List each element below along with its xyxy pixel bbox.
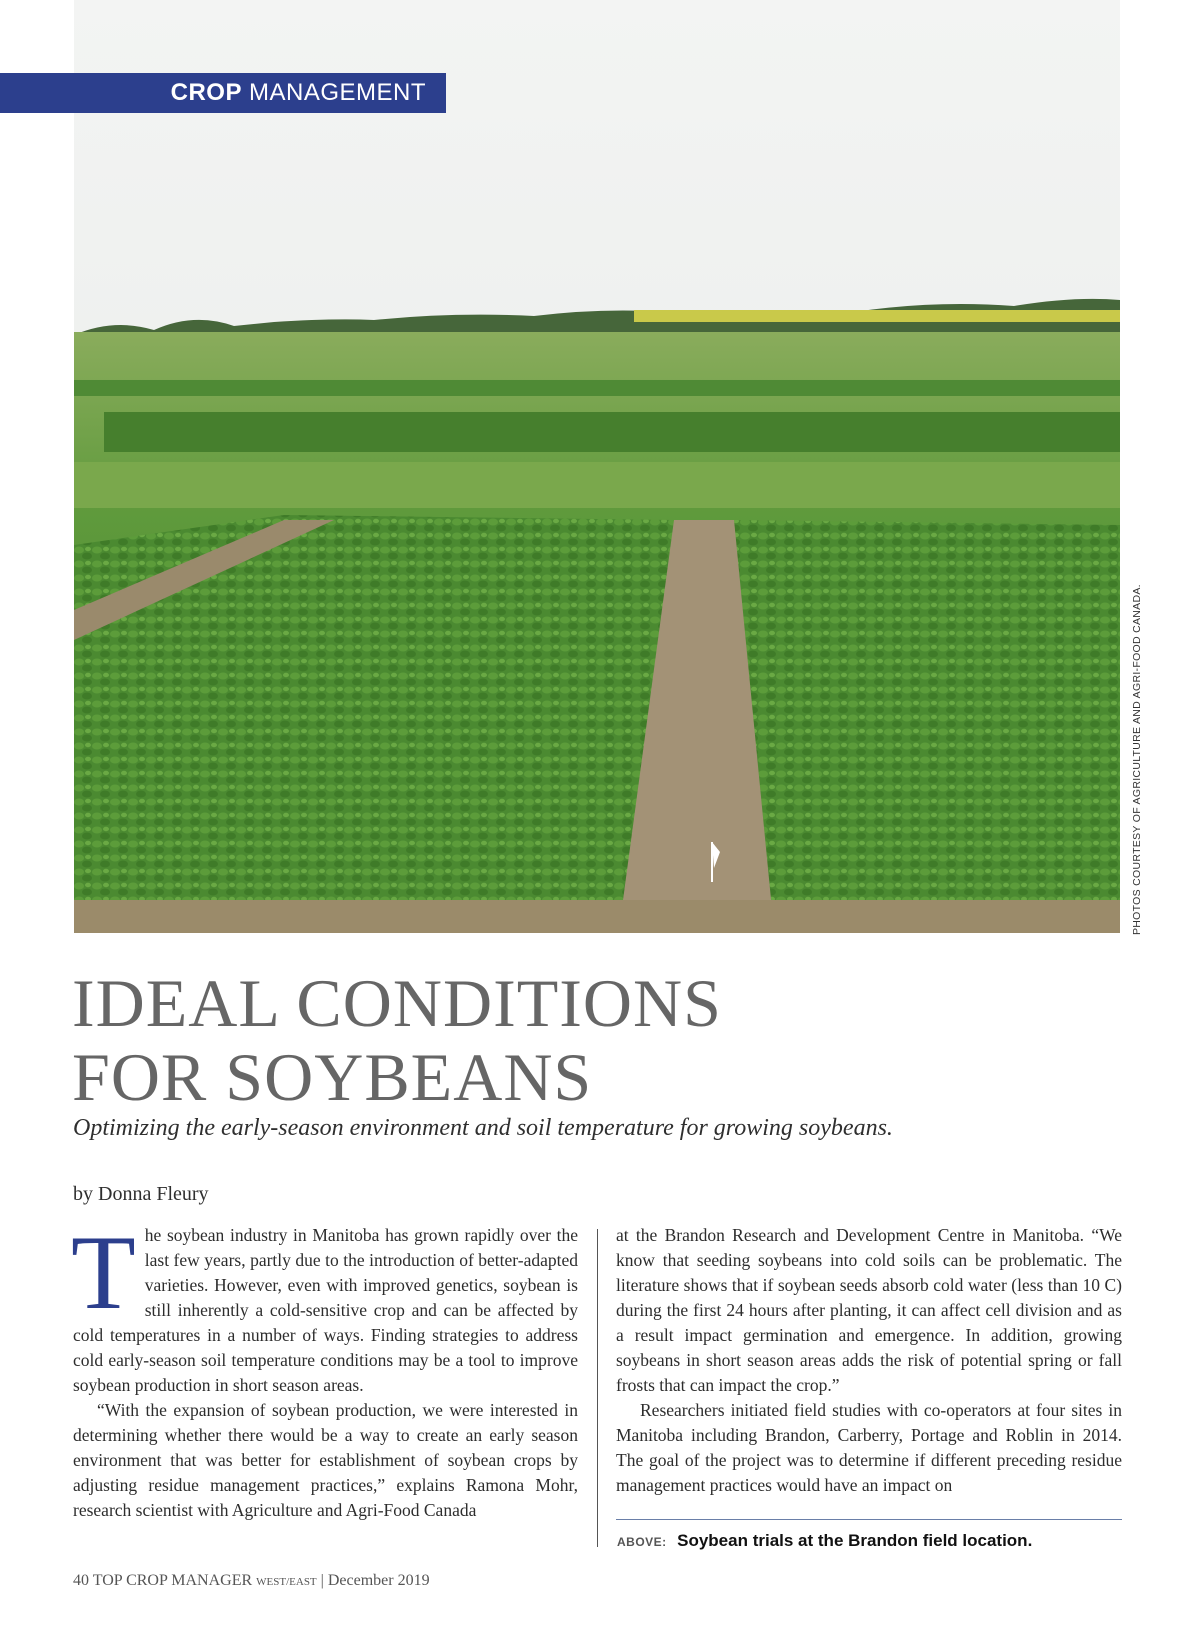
hero-photo <box>74 0 1120 933</box>
headline-line-1: IDEAL CONDITIONS <box>72 965 722 1041</box>
paragraph-1-text: he soybean industry in Manitoba has grown rapidly over the last few years, partly due to the introduction of better-adapted varieties. However, even with improved genetics, soybean is still inherently a cold-sensitive crop and can be affected by cold temperatures in a number of ways. Finding strategies to address cold early-season soil temperature conditions may be a tool to improve soybean production in short season areas. <box>73 1225 578 1395</box>
magazine-name: TOP CROP MANAGER <box>92 1572 253 1589</box>
photo-caption <box>617 1531 1032 1551</box>
column-divider <box>597 1229 598 1547</box>
folio-separator: | <box>320 1572 324 1589</box>
drop-cap: T <box>71 1214 136 1331</box>
issue-date: December 2019 <box>327 1572 430 1589</box>
photo-credit: PHOTOS COURTESY OF AGRICULTURE AND AGRI-FOOD CANADA. <box>1131 584 1143 935</box>
headline <box>72 966 722 1114</box>
soybean-field-image <box>74 0 1120 933</box>
caption-rule <box>616 1519 1122 1520</box>
body-paragraph-4: Researchers initiated field studies with co-operators at four sites in Manitoba including Brandon, Carberry, Portage and Roblin in 2014. The goal of the project was to determine if different preceding residue management practices would have an impact on <box>616 1400 1122 1495</box>
body-column-left <box>71 1214 578 1523</box>
folio <box>73 1572 430 1590</box>
section-tag <box>0 73 446 113</box>
body-paragraph-3: at the Brandon Research and Development Centre in Manitoba. “We know that seeding soybeans into cold soils can be problematic. The literature shows that if soybean seeds absorb cold water (less than 10 C) during the first 24 hours after planting, it can affect cell division and as a result impact germination and emergence. In addition, growing soybeans in short season areas adds the risk of potential spring or fall frosts that can impact the crop.” <box>616 1225 1122 1395</box>
body-column-right <box>616 1223 1122 1498</box>
magazine-edition: WEST/EAST <box>256 1576 317 1588</box>
section-tag-light: MANAGEMENT <box>248 79 426 106</box>
caption-text: Soybean trials at the Brandon field location. <box>677 1531 1033 1550</box>
deck: Optimizing the early-season environment and soil temperature for growing soybeans. <box>73 1115 893 1141</box>
byline: by Donna Fleury <box>73 1183 209 1205</box>
headline-line-2: FOR SOYBEANS <box>72 1039 593 1115</box>
caption-label: ABOVE: <box>617 1535 667 1549</box>
page-number: 40 <box>73 1572 89 1589</box>
section-tag-bold: CROP <box>170 79 242 106</box>
body-paragraph-2: “With the expansion of soybean production, we were interested in determining whether there would be a way to create an early season environment that was better for establishment of soybean crops by adjusting residue management practices,” explains Ramona Mohr, research scientist with Agriculture and Agri-Food Canada <box>73 1400 578 1520</box>
body-paragraph-1 <box>71 1214 578 1398</box>
